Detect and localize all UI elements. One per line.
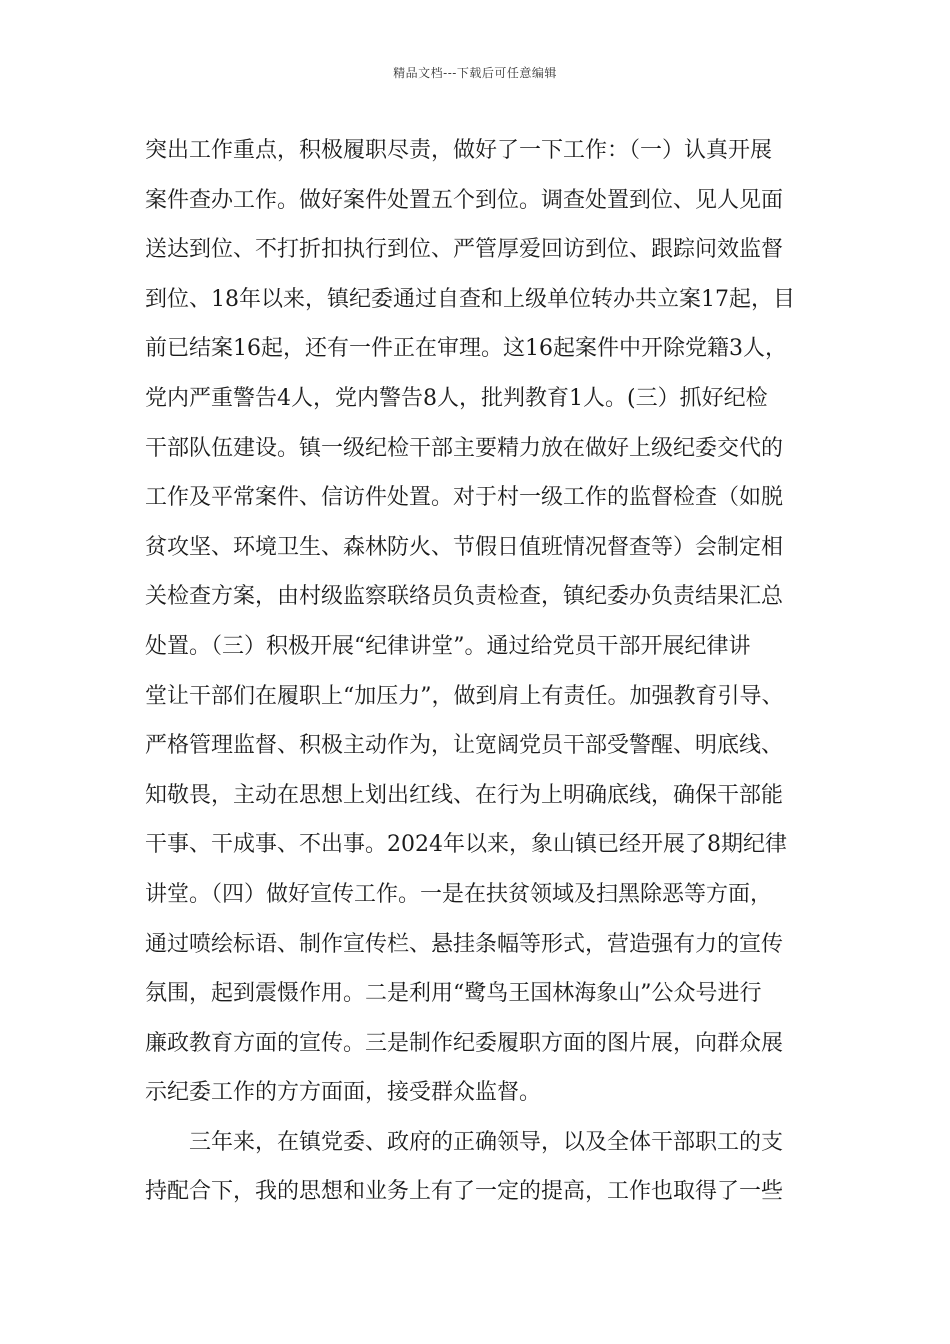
text-line: 三年来，在镇党委、政府的正确领导，以及全体干部职工的支 xyxy=(189,1129,784,1155)
text-line: 干事、干成事、不出事。2024年以来，象山镇已经开展了8期纪律 xyxy=(145,832,787,858)
text-line: 工作及平常案件、信访件处置。对于村一级工作的监督检查（如脱 xyxy=(145,485,784,511)
text-line: 干部队伍建设。镇一级纪检干部主要精力放在做好上级纪委交代的 xyxy=(145,435,784,461)
text-line: 严格管理监督、积极主动作为，让宽阔党员干部受警醒、明底线、 xyxy=(145,733,784,759)
text-line: 堂让干部们在履职上“加压力”，做到肩上有责任。加强教育引导、 xyxy=(145,683,784,709)
text-line: 关检查方案，由村级监察联络员负责检查，镇纪委办负责结果汇总 xyxy=(145,584,784,610)
text-line: 氛围，起到震慑作用。二是利用“鹭鸟王国林海象山”公众号进行 xyxy=(145,981,762,1007)
text-line: 通过喷绘标语、制作宣传栏、悬挂条幅等形式，营造强有力的宣传 xyxy=(145,931,784,957)
text-line: 送达到位、不打折扣执行到位、严管厚爱回访到位、跟踪问效监督 xyxy=(145,237,784,263)
paragraph-work-summary xyxy=(145,126,825,1118)
document-body xyxy=(145,126,825,1217)
text-line: 到位、18年以来，镇纪委通过自查和上级单位转办共立案17起，目 xyxy=(145,286,795,312)
paragraph-three-years xyxy=(145,1118,825,1217)
text-line: 案件查办工作。做好案件处置五个到位。调查处置到位、见人见面 xyxy=(145,187,784,213)
text-line: 示纪委工作的方方面面，接受群众监督。 xyxy=(145,1080,542,1106)
text-line: 知敬畏，主动在思想上划出红线、在行为上明确底线，确保干部能 xyxy=(145,782,784,808)
text-line: 贫攻坚、环境卫生、森林防火、节假日值班情况督查等）会制定相 xyxy=(145,534,784,560)
text-line: 前已结案16起，还有一件正在审理。这16起案件中开除党籍3人， xyxy=(145,336,787,362)
text-line: 处置。（三）积极开展“纪律讲堂”。通过给党员干部开展纪律讲 xyxy=(145,633,751,659)
text-line: 党内严重警告4人，党内警告8人，批判教育1人。(三）抓好纪检 xyxy=(145,385,768,411)
text-line: 突出工作重点，积极履职尽责，做好了一下工作：（一）认真开展 xyxy=(145,138,773,163)
text-line: 廉政教育方面的宣传。三是制作纪委履职方面的图片展，向群众展 xyxy=(145,1030,784,1056)
text-line: 讲堂。（四）做好宣传工作。一是在扶贫领域及扫黑除恶等方面， xyxy=(145,881,773,907)
text-line: 持配合下，我的思想和业务上有了一定的提高，工作也取得了一些 xyxy=(145,1179,784,1205)
page-header: 精品文档---下载后可任意编辑 xyxy=(393,66,557,80)
